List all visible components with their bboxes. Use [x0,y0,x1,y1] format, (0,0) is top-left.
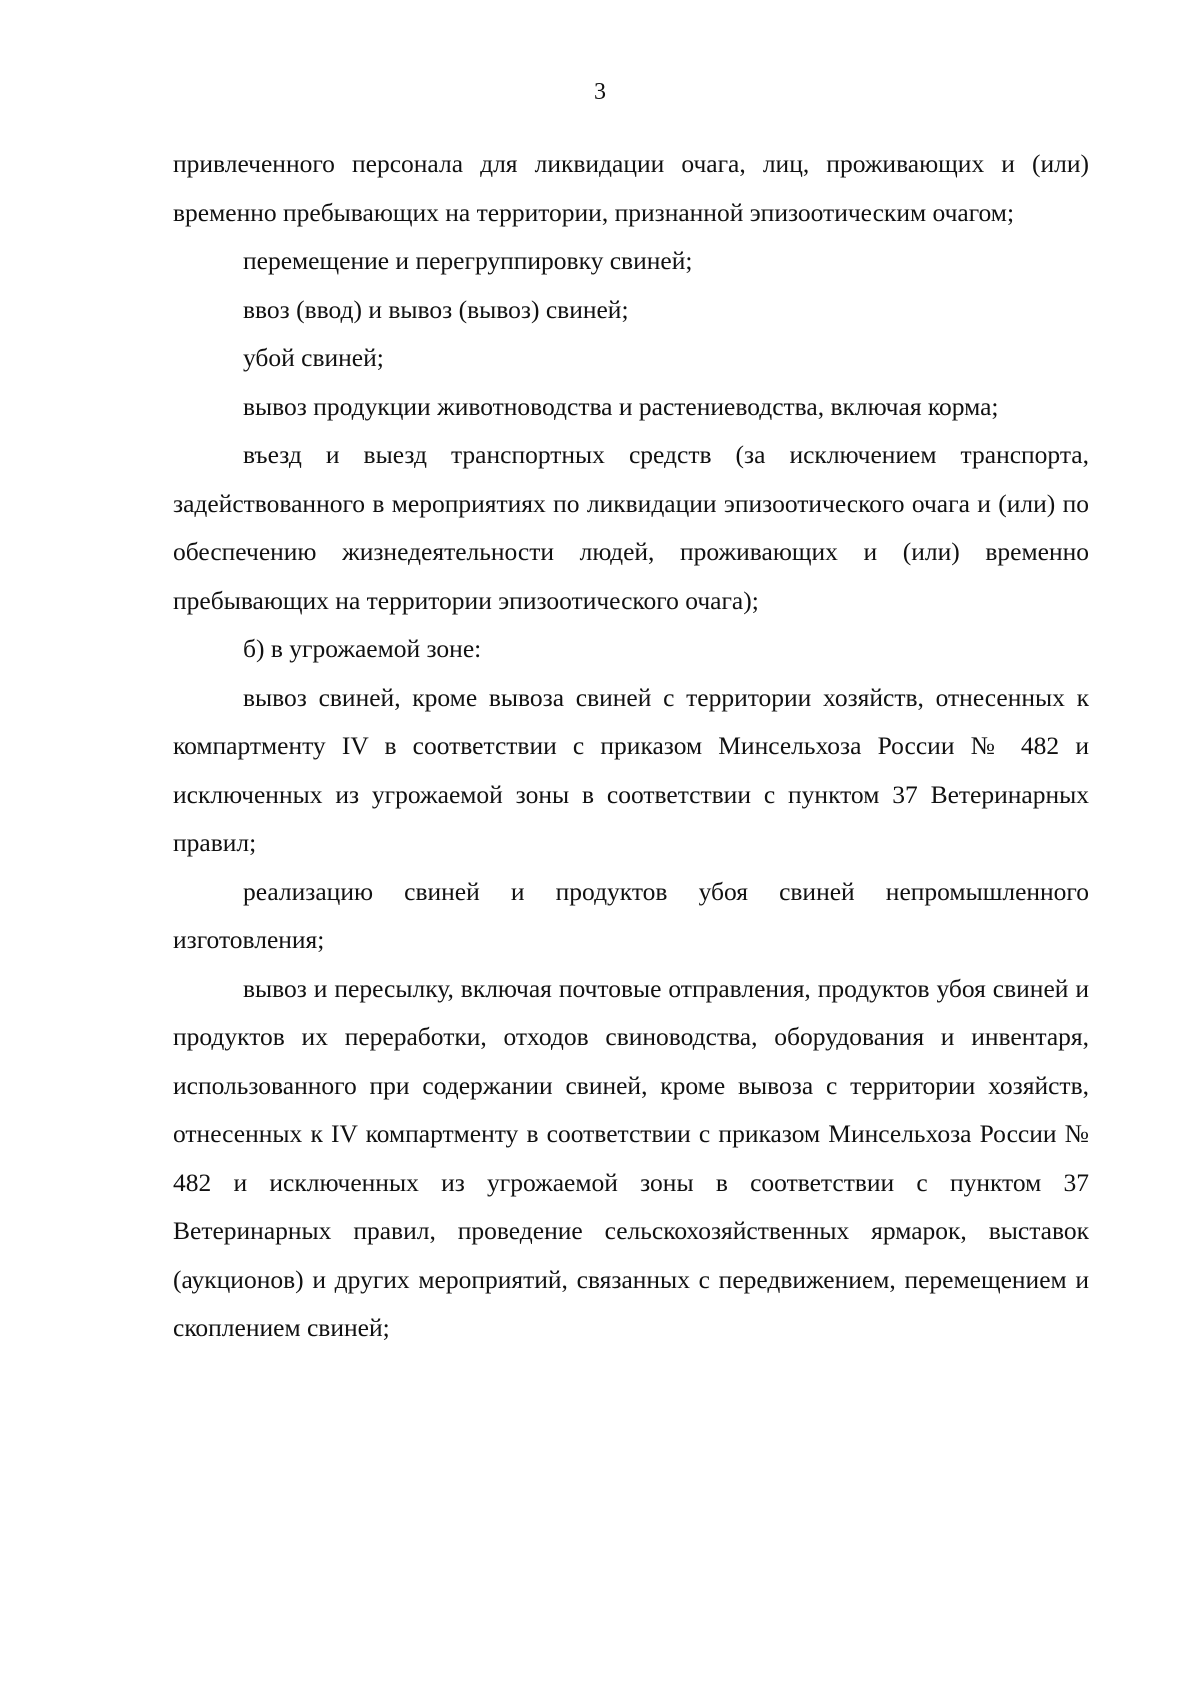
paragraph-product-export: вывоз продукции животноводства и растениеводства, включая корма; [243,391,999,421]
page-number: 3 [594,79,606,105]
paragraph-sale: реализацию свиней и продуктов убоя свиней непромышленного изготовления; [173,876,1089,954]
paragraph-continuation: привлеченного персонала для ликвидации очага, лиц, проживающих и (или) временно пребывающих на территории, признанной эпизоотическим очагом; [173,149,1089,227]
paragraph-threatened-zone-heading: б) в угрожаемой зоне: [243,634,482,663]
paragraph-movement-regrouping: перемещение и перегруппировку свиней; [243,246,693,275]
paragraph-vehicle-entry: въезд и выезд транспортных средств (за исключением транспорта, задействованного в мероприятиях по ликвидации эпизоотического очага и (или) по обеспечению жизнедеятельности людей, проживающих и (или) временно пребывающих на территории эпизоотического очага); [173,440,1089,615]
document-body [173,140,1089,1353]
paragraph-pig-export: вывоз свиней, кроме вывоза свиней с территории хозяйств, отнесенных к компартменту IV в соответствии с приказом Минсельхоза России № 482 и исключенных из угрожаемой зоны в соответствии с пунктом 37 Ветеринарных правил; [173,682,1089,857]
paragraph-shipping-events: вывоз и пересылку, включая почтовые отправления, продуктов убоя свиней и продуктов их переработки, отходов свиноводства, оборудования и инвентаря, использованного при содержании свиней, кроме вывоза с территории хозяйств, отнесенных к IV компартменту в соответствии с приказом Минсельхоза России № 482 и исключенных из угрожаемой зоны в соответствии с пунктом 37 Ветеринарных правил, проведение сельскохозяйственных ярмарок, выставок (аукционов) и других мероприятий, связанных с передвижением, перемещением и скоплением свиней; [173,973,1089,1342]
paragraph-import-export: ввоз (ввод) и вывоз (вывоз) свиней; [243,294,629,324]
paragraph-slaughter: убой свиней; [243,343,384,372]
